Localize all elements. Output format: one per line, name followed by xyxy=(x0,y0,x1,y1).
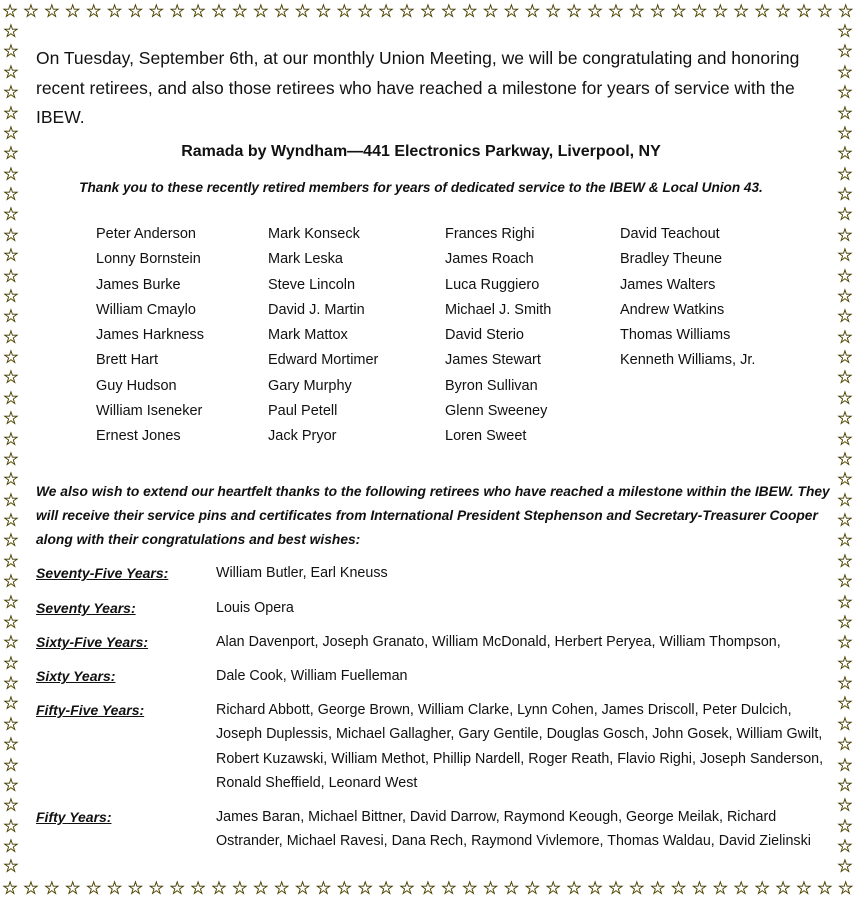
milestone-label: Fifty-Five Years: xyxy=(36,702,145,718)
star-icon: ☆ xyxy=(836,856,854,878)
milestone-names: Richard Abbott, George Brown, William Clarke, Lynn Cohen, James Driscoll, Peter Dulcich, Joseph Duplessis, Michael Gallagher, Gary Gentile, Douglas Gosch, John Gosek, William Gwilt, Robert Kuzawski, William Methot, Phillip Nardell, Roger Reath, Flavio Righi, Joseph Sanderson, Ronald Sheffield, Leonard West xyxy=(216,702,824,791)
star-icon: ☆ xyxy=(2,82,20,104)
star-icon: ☆ xyxy=(2,245,20,267)
retiree-name: Michael J. Smith xyxy=(445,301,552,318)
star-icon: ☆ xyxy=(712,877,729,899)
star-icon: ☆ xyxy=(607,0,624,22)
milestone-names: Louis Opera xyxy=(216,600,294,616)
star-icon: ☆ xyxy=(836,347,854,368)
star-icon: ☆ xyxy=(2,408,20,430)
star-icon: ☆ xyxy=(836,795,854,817)
star-icon: ☆ xyxy=(836,754,854,776)
milestone-names: William Butler, Earl Kneuss xyxy=(216,565,388,581)
star-icon: ☆ xyxy=(2,591,20,613)
star-icon: ☆ xyxy=(85,877,102,899)
star-icon: ☆ xyxy=(2,754,20,776)
star-icon: ☆ xyxy=(2,774,20,796)
star-icon: ☆ xyxy=(2,265,20,287)
star-icon: ☆ xyxy=(2,102,20,124)
star-icon: ☆ xyxy=(836,265,854,287)
star-icon: ☆ xyxy=(2,836,20,857)
retiree-name: Mark Mattox xyxy=(268,327,348,344)
star-icon: ☆ xyxy=(691,877,708,899)
star-icon: ☆ xyxy=(2,856,20,878)
star-icon: ☆ xyxy=(190,0,207,22)
star-icon: ☆ xyxy=(836,611,854,633)
star-border-left xyxy=(0,22,22,877)
star-icon: ☆ xyxy=(64,877,81,899)
star-icon: ☆ xyxy=(231,0,248,22)
star-icon: ☆ xyxy=(106,877,123,899)
star-icon: ☆ xyxy=(836,163,854,185)
star-icon: ☆ xyxy=(106,0,123,22)
retiree-name: William Iseneker xyxy=(96,403,203,420)
star-icon: ☆ xyxy=(169,877,186,899)
retiree-name: Loren Sweet xyxy=(445,428,527,445)
star-icon: ☆ xyxy=(2,795,20,817)
star-icon: ☆ xyxy=(836,245,854,267)
star-icon: ☆ xyxy=(2,367,20,389)
star-icon: ☆ xyxy=(691,0,708,22)
star-icon: ☆ xyxy=(294,0,311,22)
retiree-name: Ernest Jones xyxy=(96,428,181,445)
star-icon: ☆ xyxy=(816,877,833,899)
retiree-name: Brett Hart xyxy=(96,352,159,369)
star-icon: ☆ xyxy=(545,877,562,899)
star-icon: ☆ xyxy=(524,877,541,899)
retiree-name: Glenn Sweeney xyxy=(445,403,548,420)
star-icon: ☆ xyxy=(733,877,750,899)
star-icon: ☆ xyxy=(2,734,20,756)
star-icon: ☆ xyxy=(127,877,144,899)
star-icon: ☆ xyxy=(816,0,833,22)
star-icon: ☆ xyxy=(378,0,395,22)
star-icon: ☆ xyxy=(754,0,771,22)
star-icon: ☆ xyxy=(252,877,269,899)
star-icon: ☆ xyxy=(315,0,332,22)
star-icon: ☆ xyxy=(2,306,20,328)
star-icon: ☆ xyxy=(419,0,436,22)
retiree-name: Steve Lincoln xyxy=(268,276,356,293)
retiree-name: Kenneth Williams, Jr. xyxy=(620,352,756,369)
star-icon: ☆ xyxy=(2,428,20,450)
retiree-name: Gary Murphy xyxy=(268,377,352,394)
retiree-name: Guy Hudson xyxy=(96,377,177,394)
star-icon: ☆ xyxy=(2,41,20,63)
star-icon: ☆ xyxy=(836,285,854,307)
star-icon: ☆ xyxy=(273,877,290,899)
star-icon: ☆ xyxy=(795,877,812,899)
star-icon: ☆ xyxy=(398,877,416,899)
star-icon: ☆ xyxy=(85,0,102,22)
retiree-name: Luca Ruggiero xyxy=(445,276,540,293)
retiree-name: Andrew Watkins xyxy=(620,301,725,318)
star-icon: ☆ xyxy=(836,693,854,715)
star-icon: ☆ xyxy=(2,469,20,491)
retiree-name: David Teachout xyxy=(620,226,720,242)
retiree-name: Byron Sullivan xyxy=(445,377,538,394)
star-icon: ☆ xyxy=(2,184,20,205)
star-icon: ☆ xyxy=(586,877,604,899)
star-icon: ☆ xyxy=(419,877,436,899)
star-icon: ☆ xyxy=(836,367,854,389)
retiree-name: James Walters xyxy=(620,276,716,293)
star-icon: ☆ xyxy=(2,713,20,735)
star-icon: ☆ xyxy=(2,0,19,22)
star-icon: ☆ xyxy=(836,41,854,63)
star-icon: ☆ xyxy=(837,877,854,899)
star-icon: ☆ xyxy=(836,591,854,613)
event-location: Ramada by Wyndham—441 Electronics Parkway, Liverpool, NY xyxy=(181,143,661,160)
star-icon: ☆ xyxy=(2,326,20,348)
star-icon: ☆ xyxy=(461,877,478,899)
star-icon: ☆ xyxy=(2,285,20,307)
star-icon: ☆ xyxy=(2,815,20,837)
star-icon: ☆ xyxy=(357,0,374,22)
star-icon: ☆ xyxy=(64,0,81,22)
star-icon: ☆ xyxy=(461,0,478,22)
star-icon: ☆ xyxy=(148,877,165,899)
star-icon: ☆ xyxy=(836,713,854,735)
star-icon: ☆ xyxy=(2,224,20,246)
star-icon: ☆ xyxy=(836,469,854,491)
star-icon: ☆ xyxy=(2,122,20,144)
star-icon: ☆ xyxy=(2,877,19,899)
star-icon: ☆ xyxy=(22,0,40,22)
star-icon: ☆ xyxy=(22,877,40,899)
star-icon: ☆ xyxy=(836,550,854,572)
star-icon: ☆ xyxy=(127,0,144,22)
star-icon: ☆ xyxy=(2,550,20,572)
star-icon: ☆ xyxy=(315,877,332,899)
star-icon: ☆ xyxy=(210,0,228,22)
star-icon: ☆ xyxy=(649,0,666,22)
star-icon: ☆ xyxy=(649,877,666,899)
star-icon: ☆ xyxy=(836,571,854,593)
star-icon: ☆ xyxy=(836,774,854,796)
intro-paragraph: On Tuesday, September 6th, at our monthly Union Meeting, we will be congratulating and honoring recent retirees, and also those retirees who have reached a milestone for years of service with the IBEW. xyxy=(36,48,800,127)
retiree-name: James Stewart xyxy=(445,352,541,369)
retiree-name: Mark Leska xyxy=(268,251,343,268)
retiree-column-4 xyxy=(620,222,755,374)
star-icon: ☆ xyxy=(774,0,792,22)
star-icon: ☆ xyxy=(836,61,854,83)
star-icon: ☆ xyxy=(2,21,20,42)
milestone-names: Alan Davenport, Joseph Granato, William McDonald, Herbert Peryea, William Thompson, xyxy=(216,634,781,650)
retiree-name: William Cmaylo xyxy=(96,301,196,318)
star-icon: ☆ xyxy=(836,734,854,756)
star-icon: ☆ xyxy=(2,387,20,409)
milestone-label: Sixty Years: xyxy=(36,668,116,684)
star-icon: ☆ xyxy=(294,877,311,899)
star-icon: ☆ xyxy=(836,408,854,430)
star-icon: ☆ xyxy=(2,163,20,185)
star-icon: ☆ xyxy=(607,877,624,899)
star-border-top xyxy=(0,0,856,22)
retiree-name: Bradley Theune xyxy=(620,251,723,268)
retiree-name: David J. Martin xyxy=(268,301,365,318)
star-icon: ☆ xyxy=(712,0,729,22)
star-icon: ☆ xyxy=(440,0,457,22)
star-icon: ☆ xyxy=(628,0,645,22)
star-icon: ☆ xyxy=(482,877,499,899)
star-icon: ☆ xyxy=(2,61,20,83)
star-icon: ☆ xyxy=(2,571,20,593)
star-icon: ☆ xyxy=(836,306,854,328)
retiree-name: James Roach xyxy=(445,251,534,268)
star-icon: ☆ xyxy=(836,224,854,246)
retiree-column-2 xyxy=(268,222,378,450)
retiree-name: Thomas Williams xyxy=(620,327,731,344)
star-icon: ☆ xyxy=(148,0,165,22)
star-icon: ☆ xyxy=(836,184,854,205)
star-icon: ☆ xyxy=(836,530,854,552)
star-icon: ☆ xyxy=(524,0,541,22)
star-icon: ☆ xyxy=(836,82,854,104)
retiree-column-1 xyxy=(96,222,204,450)
star-icon: ☆ xyxy=(836,652,854,674)
star-icon: ☆ xyxy=(252,0,269,22)
star-icon: ☆ xyxy=(586,0,604,22)
star-icon: ☆ xyxy=(2,448,20,470)
milestone-intro-paragraph: We also wish to extend our heartfelt thanks to the following retirees who have reached a milestone within the IBEW. They will receive their service pins and certificates from International President Stephenson and Secretary-Treasurer Cooper along with their congratulations and best wishes: xyxy=(36,484,830,547)
star-icon: ☆ xyxy=(836,428,854,450)
star-icon: ☆ xyxy=(2,673,20,694)
star-icon: ☆ xyxy=(2,143,20,165)
star-icon: ☆ xyxy=(670,0,687,22)
retiree-name: Peter Anderson xyxy=(96,226,196,242)
retiree-name: Mark Konseck xyxy=(268,226,360,242)
milestone-label: Seventy-Five Years: xyxy=(36,565,169,581)
star-icon: ☆ xyxy=(231,877,248,899)
star-icon: ☆ xyxy=(754,877,771,899)
star-icon: ☆ xyxy=(336,877,353,899)
star-icon: ☆ xyxy=(43,877,60,899)
star-icon: ☆ xyxy=(836,122,854,144)
star-icon: ☆ xyxy=(836,102,854,124)
star-icon: ☆ xyxy=(566,877,583,899)
star-icon: ☆ xyxy=(2,632,20,654)
star-icon: ☆ xyxy=(2,693,20,715)
retiree-name: Frances Righi xyxy=(445,226,535,242)
star-icon: ☆ xyxy=(210,877,228,899)
star-icon: ☆ xyxy=(836,836,854,857)
star-icon: ☆ xyxy=(836,448,854,470)
star-icon: ☆ xyxy=(43,0,60,22)
star-icon: ☆ xyxy=(836,204,854,226)
star-icon: ☆ xyxy=(795,0,812,22)
star-icon: ☆ xyxy=(440,877,457,899)
retiree-name: James Harkness xyxy=(96,327,204,344)
star-icon: ☆ xyxy=(378,877,395,899)
star-icon: ☆ xyxy=(2,611,20,633)
star-border-right xyxy=(834,22,856,877)
milestone-label: Fifty Years: xyxy=(36,809,112,825)
milestone-label: Sixty-Five Years: xyxy=(36,634,149,650)
star-icon: ☆ xyxy=(2,489,20,511)
star-icon: ☆ xyxy=(836,326,854,348)
milestone-label: Seventy Years: xyxy=(36,600,136,616)
star-border-bottom xyxy=(0,877,856,899)
star-icon: ☆ xyxy=(190,877,207,899)
star-icon: ☆ xyxy=(503,0,520,22)
star-icon: ☆ xyxy=(836,673,854,694)
retiree-name: James Burke xyxy=(96,276,181,293)
retiree-name: Paul Petell xyxy=(268,403,338,420)
milestone-names: Dale Cook, William Fuelleman xyxy=(216,668,408,684)
star-icon: ☆ xyxy=(566,0,583,22)
star-icon: ☆ xyxy=(2,204,20,226)
star-icon: ☆ xyxy=(836,632,854,654)
star-icon: ☆ xyxy=(2,530,20,552)
star-icon: ☆ xyxy=(545,0,562,22)
star-icon: ☆ xyxy=(628,877,645,899)
star-icon: ☆ xyxy=(836,489,854,511)
star-icon: ☆ xyxy=(837,0,854,22)
star-icon: ☆ xyxy=(357,877,374,899)
star-icon: ☆ xyxy=(836,21,854,42)
star-icon: ☆ xyxy=(836,387,854,409)
star-icon: ☆ xyxy=(2,510,20,531)
retiree-name: David Sterio xyxy=(445,327,524,344)
star-icon: ☆ xyxy=(2,347,20,368)
star-icon: ☆ xyxy=(503,877,520,899)
star-icon: ☆ xyxy=(733,0,750,22)
star-icon: ☆ xyxy=(2,652,20,674)
star-icon: ☆ xyxy=(836,143,854,165)
milestone-names: James Baran, Michael Bittner, David Darrow, Raymond Keough, George Meilak, Richard Ostrander, Michael Ravesi, Dana Rech, Raymond Vivlemore, Thomas Waldau, David Zielinski xyxy=(216,809,811,850)
star-icon: ☆ xyxy=(670,877,687,899)
star-icon: ☆ xyxy=(336,0,353,22)
star-icon: ☆ xyxy=(836,815,854,837)
retiree-name: Jack Pryor xyxy=(268,428,337,445)
star-icon: ☆ xyxy=(836,510,854,531)
star-icon: ☆ xyxy=(482,0,499,22)
star-icon: ☆ xyxy=(398,0,416,22)
star-icon: ☆ xyxy=(169,0,186,22)
retiree-column-3 xyxy=(445,222,551,450)
retiree-name: Lonny Bornstein xyxy=(96,251,201,268)
star-icon: ☆ xyxy=(774,877,792,899)
retiree-name: Edward Mortimer xyxy=(268,352,379,369)
star-icon: ☆ xyxy=(273,0,290,22)
retiree-thanks-heading: Thank you to these recently retired members for years of dedicated service to the IBEW & Local Union 43. xyxy=(79,180,763,195)
